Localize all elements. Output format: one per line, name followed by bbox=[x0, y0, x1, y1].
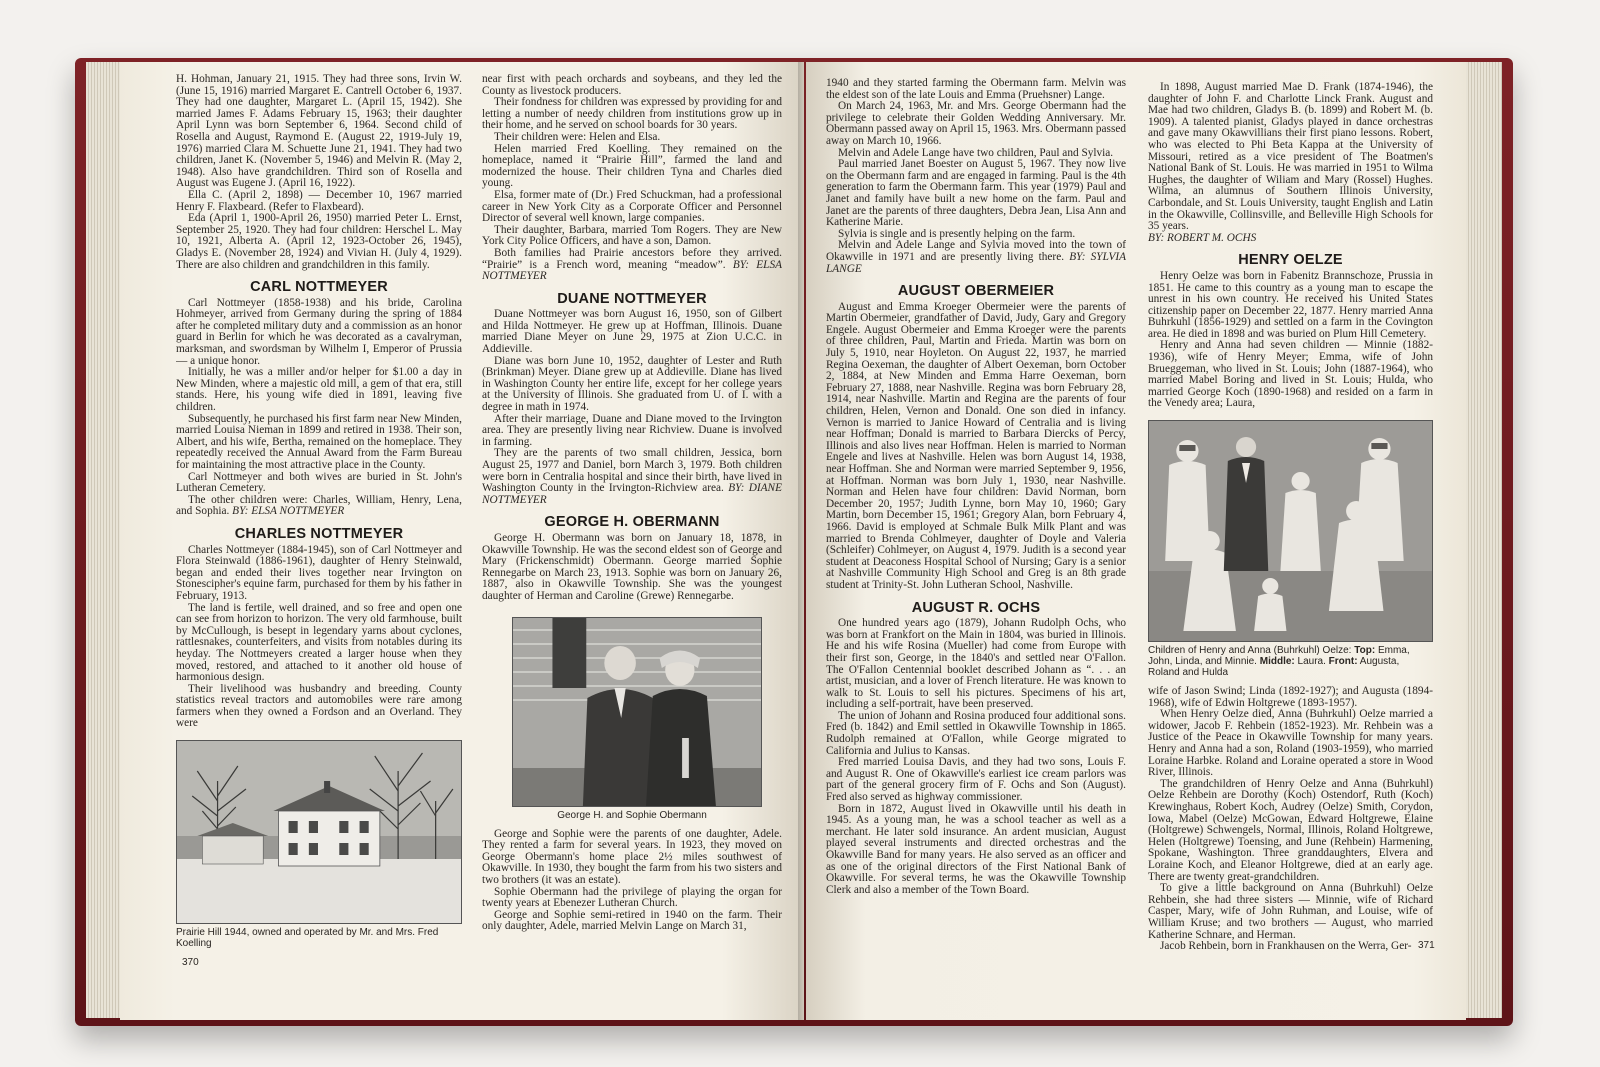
byline: BY: ROBERT M. OCHS bbox=[1148, 231, 1257, 244]
caption-middle: Laura. bbox=[1297, 656, 1326, 668]
paragraph: Duane Nottmeyer was born August 16, 1950, son of Gilbert and Hilda Nottmeyer. He grew up at Hoffman, Illinois. Duane married Diane Meyer on June 29, 1975 at Zion U.C.C. in Addieville. bbox=[482, 308, 782, 356]
caption-front: Augusta, Roland and Hulda bbox=[1148, 656, 1400, 679]
heading-duane-nottmeyer: DUANE NOTTMEYER bbox=[557, 290, 707, 307]
caption-top-label: Top: bbox=[1354, 645, 1376, 657]
left-page-column-2 bbox=[482, 74, 782, 1009]
right-page-column-2 bbox=[1148, 82, 1433, 987]
paragraph: Henry Oelze was born in Fabenitz Brannschoze, Prussia in 1851. He came to this country as a young man to escape the unrest in his own country. He received his United States citizenship paper on December 22, 1877. Henry married Anna Buhrkuhl (1856-1929) and settled on a farm in the Covington area. He died in 1898 and was buried on Plum Hill Cemetery. bbox=[1148, 269, 1433, 340]
photo-george-and-sophie bbox=[512, 617, 762, 807]
byline: BY: ELSA NOTTMEYER bbox=[482, 258, 782, 283]
paragraph-text: The other children were: Charles, William, Henry, Lena, and Sophia. bbox=[176, 493, 462, 518]
paragraph: 1940 and they started farming the Obermann farm. Melvin was the eldest son of the late Louis and Emma (Pruehsner) Lange. bbox=[826, 78, 1126, 101]
byline: BY: ELSA NOTTMEYER bbox=[232, 505, 345, 518]
left-page bbox=[120, 62, 804, 1020]
page-number: 370 bbox=[182, 957, 199, 968]
paragraph: George and Sophie semi-retired in 1940 on the farm. Their only daughter, Adele, married Melvin Lange on March 31, bbox=[482, 908, 782, 933]
paragraph: The grandchildren of Henry Oelze and Anna (Buhrkuhl) Oelze Rehbein are Dorothy (Koch) Ostendorf, Ruth (Koch) Krewinghaus, Robert Koch, Audrey (Oelze) Smith, Corydon, Iowa, Mabel (Oelze) McGowan, Edward Holtgrewe, Elaine (Holtgrewe) Schwengels, Normal, Illinois, Roland Holtgrewe, Helen (Holtgrewe) Toensing, and June (Rehbein) Harmening, Spokane, Washington. Three granddaughters, Elvera and Loraine Koch, and Eleanor Holtgrewe, died at an early age. There are twenty great-grandchildren. bbox=[1148, 777, 1433, 883]
paragraph bbox=[482, 448, 782, 506]
photo-oelze-children bbox=[1148, 420, 1433, 642]
heading-charles-nottmeyer: CHARLES NOTTMEYER bbox=[234, 525, 404, 542]
caption-middle-label: Middle: bbox=[1259, 656, 1295, 668]
right-page-column-1 bbox=[826, 78, 1126, 1008]
paragraph: Fred married Louisa Davis, and they had two sons, Louis F. and August R. One of Okawville's earliest ice cream parlors was part of the general grocery firm of F. Ochs and Son (August). Fred also served as highway commissioner. bbox=[826, 756, 1126, 804]
paragraph: Melvin and Adele Lange have two children, Paul and Sylvia. bbox=[838, 146, 1114, 159]
page-number: 371 bbox=[1418, 940, 1435, 951]
paragraph: Their fondness for children was expressed by providing for and letting a number of needy children from institutions grow up in their home, and he served on school boards for 30 years. bbox=[482, 96, 782, 132]
paragraph: near first with peach orchards and soybeans, and they led the County as livestock producers. bbox=[482, 74, 782, 97]
paragraph: The land is fertile, well drained, and so free and open one can see from horizon to horizon. The very old farmhouse, built by McCullough, is besept in legendary yarns about cyclones, rattlesnakes, counterfeiters, and visits from notables during its heyday. The Nottmeyers created a larger house when they moved, restored, and attached to it another old house of harmonious design. bbox=[176, 601, 462, 684]
byline: BY: SYLVIA LANGE bbox=[826, 250, 1126, 275]
paragraph: Sophie Obermann had the privilege of playing the organ for twenty years at Ebenezer Lutheran Church. bbox=[482, 885, 782, 910]
paragraph: Their livelihood was husbandry and breeding. County statistics reveal tractors and automobiles were rare among farmers when they owned a Fordson and an Overland. They were bbox=[176, 682, 462, 730]
paragraph: Elsa, former mate of (Dr.) Fred Schuckman, had a professional career in New York City as a Corporate Officer and Personnel Director of several well known, large companies. bbox=[482, 188, 782, 225]
paragraph bbox=[482, 248, 782, 283]
paragraph: On March 24, 1963, Mr. and Mrs. George Obermann had the privilege to celebrate their Golden Wedding Anniversary. Mr. Obermann passed away on April 15, 1963. Mrs. Obermann passed away on March 10, 1966. bbox=[826, 100, 1126, 147]
paragraph: Carl Nottmeyer (1858-1938) and his bride, Carolina Hohmeyer, arrived from Germany during the spring of 1884 after he completed military duty and a commission as an honor guard in Berlin for which he was decorated as a cavalryman, marksman, and swordsman by Wilhelm I, Emperor of Prussia — a unique honor. bbox=[176, 296, 462, 367]
caption-lead: Children of Henry and Anna (Buhrkuhl) Oelze: bbox=[1148, 645, 1352, 657]
paragraph: George and Sophie were the parents of one daughter, Adele. They rented a farm for several years. In 1923, they moved on George Obermann's home place 2½ miles southwest of Okawville. In 1930, they bought the farm from his two sisters and two brothers (it was an estate). bbox=[482, 827, 782, 886]
paragraph: The union of Johann and Rosina produced four additional sons. Fred (b. 1842) and Emil settled in Okawville Township in 1865. Rudolph remained at O'Fallon, while George migrated to California and Julius to Kansas. bbox=[826, 709, 1126, 757]
paragraph: In 1898, August married Mae D. Frank (1874-1946), the daughter of John F. and Charlotte Linck Frank. August and Mae had two children, Gladys B. (b. 1899) and Robert M. (b. 1909). A talented pianist, Gladys played in dance orchestras and gave many Okawvillians their first piano lessons. Robert, who was elected to Phi Beta Kappa at the University of Missouri, retired as a vice president of The Boatmen's National Bank of St. Louis. He was married in 1951 to Wilma Hughes, the daughter of Wiliam and Mary (Rossel) Hughes. Wilma, an alumnus of Southern Illinois University, Carbondale, and St. Louis University, taught English and Latin in the Okawville, Collinsville, and Belleville High Schools for 35 years. bbox=[1148, 82, 1433, 233]
paragraph bbox=[176, 495, 462, 518]
paragraph: Sylvia is single and is presently helping on the farm. bbox=[838, 227, 1076, 240]
photo-caption: Prairie Hill 1944, owned and operated by Mr. and Mrs. Fred Koelling bbox=[176, 927, 439, 950]
paragraph-text: Both families had Prairie ancestors before they arrived. “Prairie” is a French word, meaning “meadow”. bbox=[482, 246, 782, 271]
left-page-column-1 bbox=[176, 74, 462, 999]
photo-caption bbox=[1148, 645, 1433, 678]
paragraph: wife of Jason Swind; Linda (1892-1927); and Augusta (1894-1968), wife of Edwin Holtgrewe (1893-1957). bbox=[1148, 685, 1433, 709]
paragraph: Paul married Janet Boester on August 5, 1967. They now live on the Obermann farm and are engaged in farming. Paul is the 4th generation to farm the Obermann farm. This year (1979) Paul and Janet and family have built a new home on the farm. Paul and Janet are the parents of three daughters, Debra Jean, Lisa Ann and Katherine Marie. bbox=[826, 158, 1126, 229]
paragraph: To give a little background on Anna (Buhrkuhl) Oelze Rehbein, she had three sisters — Minnie, wife of Richard Casper, Mary, wife of John Ruhman, and Louise, wife of William Kruse; and two brothers — August, who married Katherine Schnare, and Herman. bbox=[1148, 882, 1433, 941]
paragraph: Their daughter, Barbara, married Tom Rogers. They are New York City Police Officers, and have a son, Damon. bbox=[482, 223, 782, 248]
heading-henry-oelze: HENRY OELZE bbox=[1238, 252, 1343, 269]
paragraph: When Henry Oelze died, Anna (Buhrkuhl) Oelze married a widower, Jacob F. Rehbein (1852-1923). Mr. Rehbein was a Justice of the Peace in Okawville Township for many years. Henry and Anna had a son, Roland (1903-1959), who married Loraine Harbke. Roland and Loraine operated a store in Wood River, Illinois. bbox=[1148, 708, 1433, 779]
paragraph: Henry and Anna had seven children — Minnie (1882-1936), wife of Henry Meyer; Emma, wife of John Brueggeman, who lived in St. Louis; John (1887-1964), who married Mabel Boring and lived in St. Louis; Hulda, who married George Koch (1890-1968) and resided on a farm in the Venedy area; Laura, bbox=[1148, 339, 1433, 410]
caption-top: Emma, John, Linda, and Minnie. bbox=[1148, 645, 1410, 668]
paragraph: George H. Obermann was born on January 18, 1878, in Okawville Township. He was the second eldest son of George and Mary (Frickenschmidt) Obermann. George married Sophie Rennegarbe on March 23, 1913. Sophie was born on January 26, 1887, also in Okawville Township. She was the youngest daughter of Herman and Caroline (Grewe) Rennegarbe. bbox=[482, 531, 782, 602]
paragraph: One hundred years ago (1879), Johann Rudolph Ochs, who was born at Frankfort on the Main in 1804, was buried in Illinois. He and his wife Rosina (Mueller) had come from Europe with their first son, George, in the 1840's and settled near O'Fallon. The O'Fallon Centennial booklet described Johann as “. . . an artist, musician, and a lover of French literature. He was known to walk to St. Louis to sell his pictures. Specimens of his art, including a self-portrait, have been preserved. bbox=[826, 617, 1126, 711]
paragraph: Carl Nottmeyer and both wives are buried in St. John's Lutheran Cemetery. bbox=[176, 470, 462, 495]
paragraph: Jacob Rehbein, born in Frankhausen on the Werra, Ger- bbox=[1160, 940, 1412, 953]
paragraph-text: They are the parents of two small children, Jessica, born August 25, 1977 and Daniel, born March 3, 1979. Both children were born in Centralia hospital and since their birth, have lived in Washington County in the Irvington-Richview area. bbox=[482, 447, 782, 495]
paragraph: Born in 1872, August lived in Okawville until his death in 1945. As a young man, he was a school teacher as well as a merchant. He later sold insurance. An ardent musician, August played several instruments and directed orchestras and the Okawville Band for many years. He also served as an officer and as one of the original directors of the First National Bank of Okawville. For several terms, he was the Okawville Township Clerk and also a member of the Town Board. bbox=[826, 802, 1126, 896]
heading-george-obermann: GEORGE H. OBERMANN bbox=[544, 514, 720, 531]
heading-carl-nottmeyer: CARL NOTTMEYER bbox=[250, 279, 388, 296]
paragraph bbox=[826, 240, 1126, 275]
caption-front-label: Front: bbox=[1328, 656, 1358, 668]
paragraph: After their marriage, Duane and Diane moved to the Irvington area. They are presently living near Richview. Duane is involved in farming. bbox=[482, 412, 782, 448]
paragraph: Diane was born June 10, 1952, daughter of Lester and Ruth (Brinkman) Meyer. Diane grew up at Addieville. Diane has lived in Washington County her entire life, except for her college years at the University of Illinois. She graduated from U. of I. with a degree in math in 1974. bbox=[482, 354, 782, 414]
byline: BY: DIANE NOTTMEYER bbox=[482, 482, 782, 506]
paragraph: Their children were: Helen and Elsa. bbox=[494, 130, 661, 143]
paragraph: Helen married Fred Koelling. They remained on the homeplace, named it “Prairie Hill”, farmed the land and modernized the house. Their children Tyna and Charles died young. bbox=[482, 142, 782, 190]
heading-august-r-ochs: AUGUST R. OCHS bbox=[911, 599, 1041, 616]
paragraph: Charles Nottmeyer (1884-1945), son of Carl Nottmeyer and Flora Steinwald (1886-1961), daughter of Henry Steinwald, began and ended their lives together near Irvington on Stonescipher's equine farm, purchased for them by his father in February, 1913. bbox=[176, 543, 462, 602]
page-edges-right bbox=[1460, 62, 1502, 1018]
paragraph: Ella C. (April 2, 1898) — December 10, 1967 married Henry F. Flaxbeard. (Refer to Flaxbeard). bbox=[176, 188, 462, 213]
paragraph: H. Hohman, January 21, 1915. They had three sons, Irvin W. (June 15, 1916) married Margaret E. Cantrell October 6, 1937. They had one daughter, Margaret L. (April 15, 1942). She married James F. Adams February 15, 1963; their daughter April Lynn was born September 6, 1964. Second child of Rosella and August, Raymond E. (August 22, 1919-July 19, 1976) married Clara M. Schuette June 21, 1941. They had two children, Janet K. (November 5, 1946) and Melvin R. (May 2, 1948). Also have grandchildren. Third son of Rosella and August was Eugene J. (April 16, 1922). bbox=[176, 74, 462, 190]
paragraph: Eda (April 1, 1900-April 26, 1950) married Peter L. Ernst, September 25, 1920. They had four children: Herschel L. May 10, 1921, Alberta A. (April 12, 1923-October 26, 1945), Gladys E. (November 28, 1924) and Vivian H. (July 4, 1929). There are also children and grandchildren in this family. bbox=[176, 212, 462, 271]
photo-prairie-hill-farmhouse bbox=[176, 740, 462, 924]
right-page bbox=[806, 62, 1466, 1020]
photo-caption: George H. and Sophie Obermann bbox=[557, 809, 707, 821]
paragraph: August and Emma Kroeger Obermeier were the parents of Martin Obermeier, grandfather of David, Judy, Gary and Gregory Engele. August Obermeier and Emma Kroeger were the parents of three children, Paul, Martin and Frieda. Martin was born on July 5, 1910, near Hoyleton. On August 22, 1937, he married Regina Oexeman, the daughter of Albert Oexeman, born October 2, 1884, at New Minden and Emma Harre Oexeman, born February 27, 1888, near Nashville. Regina was born February 28, 1914, near Nashville. Martin and Regina are the parents of four children, Helen, Vernon and Donald. One son died in infancy. Vernon is married to Janice Howard of Centralia and is living near Hoffman; Donald is married to Barbara Diercks of Percy, Illinois and also lives near Hoffman. Helen is married to Norman Engele and lives at Nashville. Helen was born August 14, 1938, near Hoffman. She and Norman were married September 9, 1956, at Hoffman. Norman was born July 1, 1930, near Nashville. Norman and Helen have four children: David Norman, born December 20, 1957; Judith Lynne, born May 10, 1960; Gary Martin, born December 15, 1961; Gregory Alan, born February 4, 1966. David is employed at Schmale Bulk Milk Plant and was married to Brenda Cohlmeyer, daughter of Doyle and Valeria (Schleifer) Cohlmeyer, on August 4, 1979. Judith is a second year student at Deaconess Hospital School of Nursing; Gary is a senior at Nashville Community High School and Greg is an 8th grade student at Trinity-St. John Lutheran School, Nashville. bbox=[826, 300, 1126, 591]
paragraph: Initially, he was a miller and/or helper for $1.00 a day in New Minden, where a majestic old mill, a gem of that era, still stands. Here, his young wife died in 1891, leaving five children. bbox=[176, 366, 462, 414]
paragraph-text: Melvin and Adele Lange and Sylvia moved into the town of Okawville in 1971 and are presently living there. bbox=[826, 239, 1126, 263]
heading-august-obermeier: AUGUST OBERMEIER bbox=[897, 283, 1055, 300]
paragraph: Subsequently, he purchased his first farm near New Minden, married Louisa Nieman in 1899 and retired in 1938. Their son, Albert, and his wife, Bertha, remained on the homeplace. They repeatedly received the Annual Award from the Farm Bureau for maintaining the most attractive place in the County. bbox=[176, 412, 462, 471]
